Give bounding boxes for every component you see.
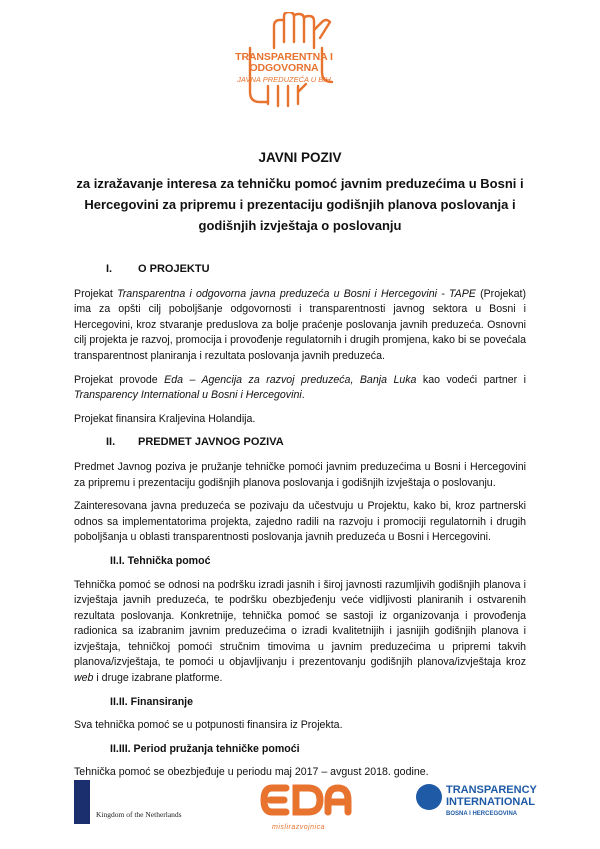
paragraph: Predmet Javnog poziva je pružanje tehničke pomoći javnim preduzećima u Bosni i Hercegovini za pripremu i prezentaciju godišnjih planova poslovanja i godišnjih izvještaja o poslovanju. bbox=[74, 460, 526, 489]
section-number: I. bbox=[106, 263, 113, 275]
subtitle-line-1: za izražavanje interesa za tehničku pomoć javnim preduzećima u Bosni i bbox=[76, 176, 524, 191]
paragraph: Projekat finansira Kraljevina Holandija. bbox=[74, 412, 256, 425]
subsection-heading-2-3: II.III. Period pružanja tehničke pomoći bbox=[110, 742, 300, 755]
partner-ti: Transparency International u Bosni i Hercegovini bbox=[74, 389, 302, 402]
ti-line-2: INTERNATIONAL bbox=[446, 796, 536, 808]
document-subtitle bbox=[60, 173, 540, 236]
paragraph: Sva tehnička pomoć se u potpunosti finansira iz Projekta. bbox=[74, 719, 343, 732]
document-body bbox=[74, 262, 526, 789]
paragraph: Zainteresovana javna preduzeća se pozivaju da učestvuju u Projektu, kako bi, kroz partnerski odnos sa implementatorima projekta, zajedno radili na razvoju i promociji regulatornih i drugih poboljšanja u oblasti transparentnosti poslovanja javnih preduzeća u Bosni i Hercegovini. bbox=[74, 500, 526, 544]
web-word: web bbox=[74, 672, 94, 685]
partner-eda: Eda – Agencija za razvoj preduzeća, Banja Luka bbox=[164, 373, 417, 386]
section-title: PREDMET JAVNOG POZIVA bbox=[138, 436, 284, 449]
eda-tagline: mislirazvojnica bbox=[272, 824, 326, 831]
transparency-international-logo bbox=[416, 780, 566, 836]
logo-line-2: ODGOVORNA bbox=[249, 62, 319, 74]
tape-logo bbox=[222, 12, 382, 108]
project-name: Transparentna i odgovorna javna preduzeća u Bosni i Hercegovini - TAPE bbox=[117, 287, 476, 300]
section-heading-2 bbox=[74, 435, 526, 451]
section-heading-1 bbox=[74, 262, 526, 278]
logo-title bbox=[234, 52, 334, 74]
paragraph: Tehnička pomoć se odnosi na podršku izradi jasnih i široj javnosti razumljivih godišnjih planova i izvještaja javnih preduzeća, te podršku obezbjeđenju veće vidljivosti planiranih i ostvarenih rezultata poslovanja. Konkretnije, tehnička pomoć se sastoji iz organizovanja i provođenja radionica sa izabranim javnim preduzećima o izradi kvalitetnijih i jasnijih godišnjih planova i izvještaja, tehničkoj pomoći stručnim timovima u javnim preduzećima u pripremi takvih planova/izvještaja, te pomoći u objavljivanju i prezentovanju godišnjih planova/izvještaja kroz web i druge izabrane platforme. bbox=[74, 578, 526, 685]
paragraph: Projekat provode Eda – Agencija za razvoj preduzeća, Banja Luka kao vodeći partner i Transparency International u Bosni i Hercegovini. bbox=[74, 373, 526, 402]
netherlands-logo bbox=[74, 780, 204, 830]
subsection-heading-2-1: II.I. Tehnička pomoć bbox=[110, 554, 211, 567]
section-number: II. bbox=[106, 436, 116, 449]
eda-logo bbox=[258, 780, 358, 836]
logo-line-1: TRANSPARENTNA I bbox=[235, 51, 333, 63]
document-title: JAVNI POZIV bbox=[258, 150, 342, 165]
eda-wordmark-icon bbox=[258, 780, 358, 824]
ti-globe-icon bbox=[416, 784, 442, 810]
subtitle-line-3: godišnjih izvještaja o poslovanju bbox=[198, 218, 402, 233]
ti-name bbox=[446, 784, 537, 808]
footer-logos bbox=[0, 770, 600, 840]
netherlands-emblem-icon bbox=[74, 780, 90, 824]
ti-subtitle: BOSNA I HERCEGOVINA bbox=[446, 811, 518, 817]
logo-subtitle: JAVNA PREDUZEĆA U BIH bbox=[237, 75, 331, 84]
paragraph: Projekat Transparentna i odgovorna javna preduzeća u Bosni i Hercegovini - TAPE (Projekat) ima za opšti cilj poboljšanje odgovornosti i transparentnosti javnog sektora u Bosni i Hercegovini, kroz stvaranje preduslova za bolje praćenje poslovanja javnih preduzeća. Osnovni cilj projekta je razvoj, promocija i provođenje regulatornih i drugih promjena, kako bi se povećala transparentnost planiranja i rezultata poslovanja javnih preduzeća. bbox=[74, 287, 526, 362]
netherlands-text: Kingdom of the Netherlands bbox=[96, 810, 182, 819]
title-block bbox=[60, 150, 540, 236]
ti-line-1: TRANSPARENCY bbox=[446, 784, 537, 796]
subtitle-line-2: Hercegovini za pripremu i prezentaciju godišnjih planova poslovanja i bbox=[84, 197, 516, 212]
subsection-heading-2-2: II.II. Finansiranje bbox=[110, 695, 194, 708]
section-title: O PROJEKTU bbox=[138, 263, 210, 275]
paragraph: Tehnička pomoć se obezbjeđuje u periodu maj 2017 – avgust 2018. godine. bbox=[74, 766, 429, 779]
